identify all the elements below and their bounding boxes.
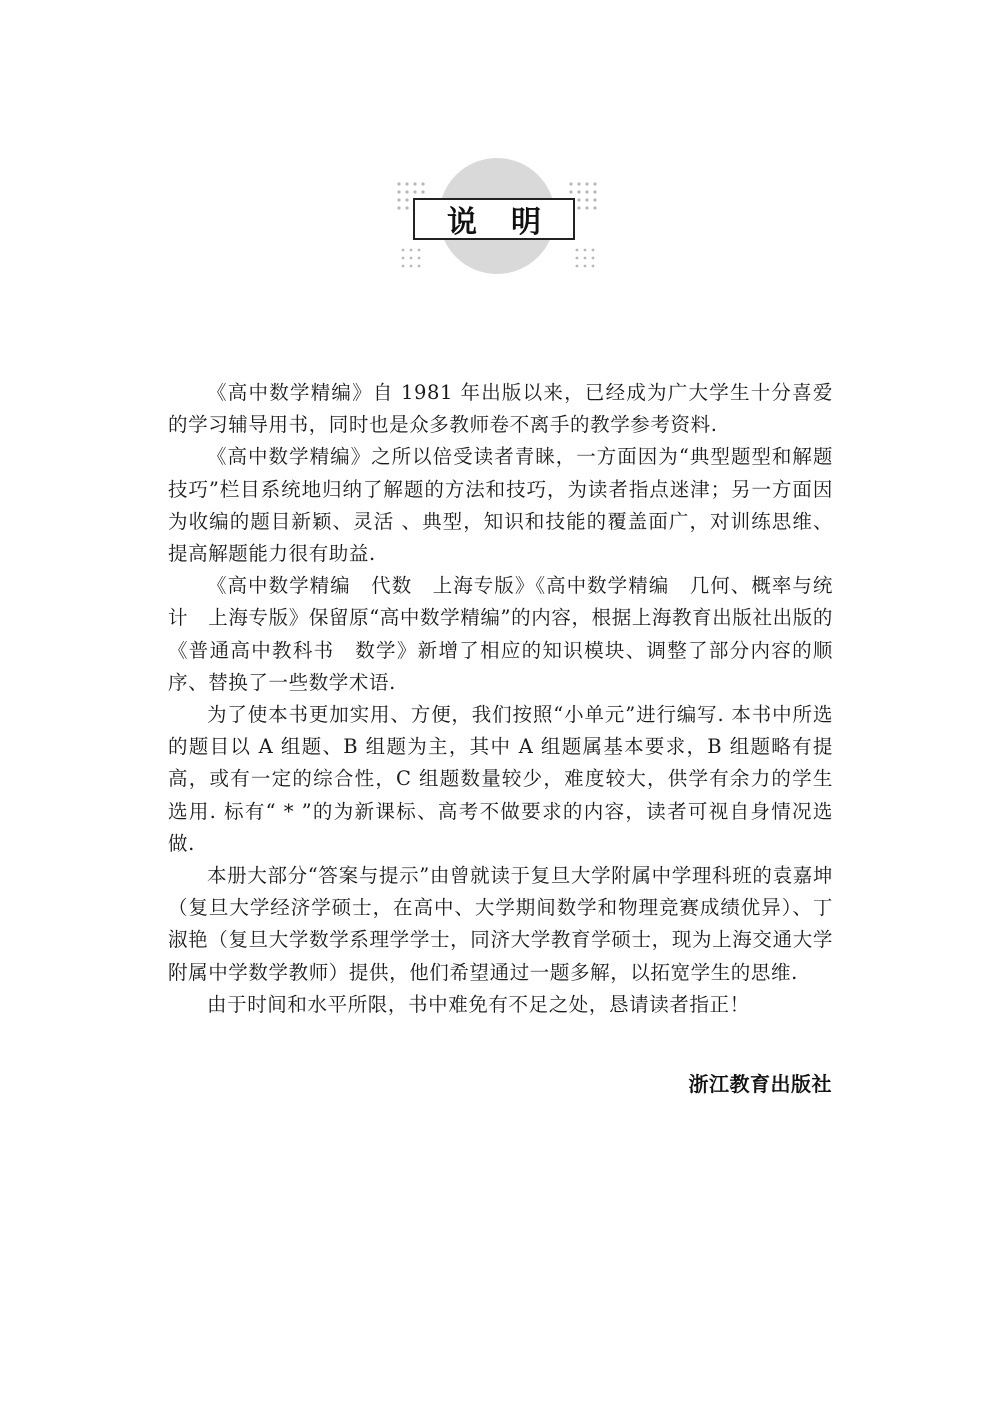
decorative-dot	[576, 249, 579, 252]
decorative-dot	[405, 190, 408, 193]
publisher-name: 浙江教育出版社	[688, 1072, 832, 1096]
decorative-dot	[592, 265, 595, 268]
decorative-dot	[577, 198, 580, 201]
decorative-dot	[577, 182, 580, 185]
decorative-dot	[418, 265, 421, 268]
decorative-dot	[592, 257, 595, 260]
decorative-dot	[402, 249, 405, 252]
decorative-dot	[405, 198, 408, 201]
decorative-dot	[410, 257, 413, 260]
decorative-dot	[577, 190, 580, 193]
decorative-dot	[418, 257, 421, 260]
paragraph: 由于时间和水平所限，书中难免有不足之处，恳请读者指正！	[207, 992, 750, 1016]
decorative-dot	[421, 190, 424, 193]
decorative-dot	[410, 249, 413, 252]
decorative-dot	[584, 265, 587, 268]
decorative-dot	[418, 249, 421, 252]
decorative-dot	[577, 206, 580, 209]
decorative-dot	[593, 182, 596, 185]
decorative-dot	[569, 182, 572, 185]
decorative-dot	[397, 190, 400, 193]
decorative-dot	[592, 249, 595, 252]
decorative-dot	[593, 206, 596, 209]
decorative-dot	[593, 190, 596, 193]
decorative-dot	[584, 257, 587, 260]
decorative-dot	[402, 257, 405, 260]
decorative-dot	[397, 198, 400, 201]
title-box	[413, 198, 575, 240]
decorative-dot	[593, 198, 596, 201]
paragraph: 《高中数学精编》自 1981 年出版以来，已经成为广大学生十分喜爱的学习辅导用书，同时也是众多教师卷不离手的教学参考资料.	[168, 381, 833, 437]
decorative-dot	[584, 249, 587, 252]
decorative-dot	[585, 182, 588, 185]
page-title: 说明	[447, 205, 575, 240]
decorative-dot	[402, 265, 405, 268]
paragraph: 《高中数学精编》之所以倍受读者青睐，一方面因为“典型题型和解题技巧”栏目系统地归纳了解题的方法和技巧，为读者指点迷津；另一方面因为收编的题目新颖、灵活 、典型，知识和技能的覆盖面广，对训练思维、提高解题能力很有助益.	[168, 445, 833, 566]
decorative-dot	[405, 206, 408, 209]
decorative-dot	[585, 198, 588, 201]
paragraph: 本册大部分“答案与提示”由曾就读于复旦大学附属中学理科班的袁嘉坤（复旦大学经济学硕士，在高中、大学期间数学和物理竞赛成绩优异）、丁淑艳（复旦大学数学系理学学士，同济大学教育学硕士，现为上海交通大学附属中学数学教师）提供，他们希望通过一题多解，以拓宽学生的思维.	[168, 864, 833, 984]
decorative-dot	[413, 190, 416, 193]
decorative-dot	[576, 265, 579, 268]
decorative-dot	[421, 182, 424, 185]
decorative-dot	[576, 257, 579, 260]
decorative-dot	[405, 182, 408, 185]
paragraph: 为了使本书更加实用、方便，我们按照“小单元”进行编写. 本书中所选的题目以 A 组题、B 组题为主，其中 A 组题属基本要求，B 组题略有提高，或有一定的综合性，C 组题数量较少，难度较大，供学有余力的学生选用. 标有“ * ”的为新课标、高考不做要求的内容，读者可视自身情况选做.	[168, 703, 833, 855]
decorative-dot	[397, 182, 400, 185]
decorative-dot	[569, 190, 572, 193]
decorative-dot	[585, 206, 588, 209]
decorative-dot	[397, 206, 400, 209]
decorative-dot	[585, 190, 588, 193]
decorative-dot	[410, 265, 413, 268]
title-emblem	[395, 158, 600, 278]
body-text	[168, 377, 833, 1021]
decorative-dot	[413, 182, 416, 185]
paragraph: 《高中数学精编 代数 上海专版》《高中数学精编 几何、概率与统计 上海专版》保留原“高中数学精编”的内容，根据上海教育出版社出版的《普通高中教科书 数学》新增了相应的知识模块、调整了部分内容的顺序、替换了一些数学术语.	[168, 574, 833, 694]
